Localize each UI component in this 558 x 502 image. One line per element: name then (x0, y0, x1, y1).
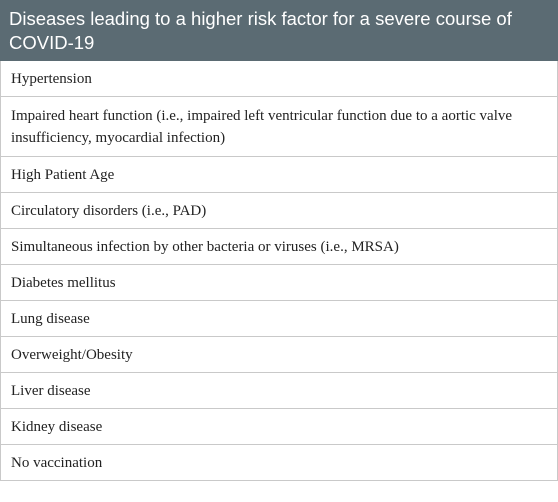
table-row (1, 61, 558, 97)
table-header-cell: Diseases leading to a higher risk factor for a severe course of COVID-19 (1, 1, 558, 61)
table-cell-overweight-obesity: Overweight/Obesity (1, 337, 558, 373)
table-row (1, 301, 558, 337)
table-cell-no-vaccination: No vaccination (1, 445, 558, 481)
table-row (1, 409, 558, 445)
table-row (1, 337, 558, 373)
table-row (1, 265, 558, 301)
table-row (1, 229, 558, 265)
table-cell-hypertension: Hypertension (1, 61, 558, 97)
table-cell-high-patient-age: High Patient Age (1, 157, 558, 193)
table-cell-lung-disease: Lung disease (1, 301, 558, 337)
table-row (1, 445, 558, 481)
table-body (1, 61, 558, 481)
table-cell-circulatory-disorders: Circulatory disorders (i.e., PAD) (1, 193, 558, 229)
table-row (1, 193, 558, 229)
table-cell-impaired-heart-function: Impaired heart function (i.e., impaired left ventricular function due to a aortic valve insufficiency, myocardial infection) (1, 97, 558, 157)
table-header (1, 1, 558, 61)
table-row (1, 157, 558, 193)
table-cell-liver-disease: Liver disease (1, 373, 558, 409)
table-row (1, 97, 558, 157)
header-row (1, 1, 558, 61)
table-cell-diabetes-mellitus: Diabetes mellitus (1, 265, 558, 301)
table-cell-simultaneous-infection: Simultaneous infection by other bacteria or viruses (i.e., MRSA) (1, 229, 558, 265)
table-row (1, 373, 558, 409)
table-cell-kidney-disease: Kidney disease (1, 409, 558, 445)
